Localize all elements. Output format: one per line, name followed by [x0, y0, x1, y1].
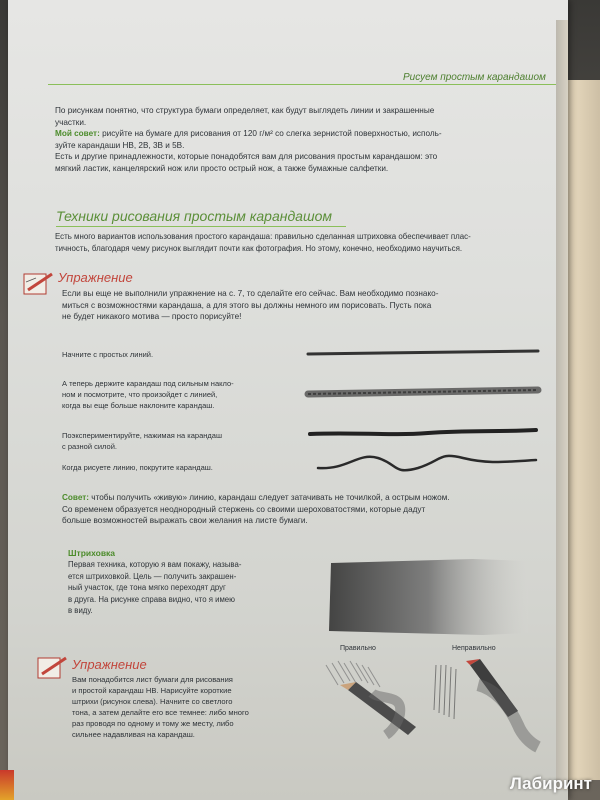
- tip-label: Мой совет:: [55, 129, 100, 138]
- shading-title: Штриховка: [68, 548, 116, 558]
- pencil-line-samples: [298, 340, 558, 480]
- text-line: тона, а затем делайте его все темнее: либо много: [72, 708, 249, 717]
- text-line: Поэкспериментируйте, нажимая на карандаш: [62, 431, 222, 440]
- text-line: Есть и другие принадлежности, которые понадобятся вам для рисования простым карандашом: это: [55, 152, 438, 161]
- text-line: штрихи (рисунок слева). Начните со светлого: [72, 697, 233, 706]
- exercise-title: Упражнение: [58, 270, 133, 285]
- book-page: [8, 0, 568, 800]
- text-line: не будет никакого мотива — просто порисуйте!: [62, 312, 242, 321]
- shading-paragraph: [68, 559, 298, 617]
- text-line: в виду.: [68, 606, 93, 615]
- incorrect-label: Неправильно: [452, 645, 496, 652]
- page-edge: [556, 20, 568, 790]
- pencil-exercise-icon: [22, 268, 60, 298]
- labirint-watermark: Лабиринт: [509, 774, 592, 793]
- running-header: Рисуем простым карандашом: [403, 72, 546, 83]
- text-line: Первая техника, которую я вам покажу, называ-: [68, 560, 242, 569]
- text-line: А теперь держите карандаш под сильным накло-: [62, 379, 234, 388]
- text-line: чтобы получить «живую» линию, карандаш следует затачивать не точилкой, а острым ножом.: [89, 493, 450, 502]
- text-line: Если вы еще не выполнили упражнение на с. 7, то сделайте его сейчас. Вам необходимо познако-: [62, 289, 439, 298]
- text-line: ный участок, где тона мягко переходят друг: [68, 583, 226, 592]
- text-line: и простой карандаш HB. Нарисуйте короткие: [72, 686, 232, 695]
- text-line: рисуйте на бумаге для рисования от 120 г/м² со слегка зернистой поверхностью, исполь-: [99, 129, 442, 138]
- exercise-title: Упражнение: [72, 657, 147, 672]
- text-line: Есть много вариантов использования простого карандаша: правильно сделанная штриховка обеспечивает плас-: [55, 232, 471, 241]
- step-label: [62, 430, 222, 452]
- book-corner: [0, 770, 14, 800]
- text-line: По рисункам понятно, что структура бумаги определяет, как будут выглядеть линии и закрашенные: [55, 106, 435, 115]
- step-label: [62, 378, 234, 411]
- correct-label: Правильно: [340, 645, 376, 652]
- pencil-exercise-icon: [36, 652, 72, 682]
- text-line: Вам понадобится лист бумаги для рисования: [72, 675, 233, 684]
- intro-paragraph: [55, 105, 555, 174]
- section-title: Техники рисования простым карандашом: [56, 208, 332, 224]
- shading-sample-image: [323, 555, 533, 640]
- pencil-grip-illustration: [308, 655, 553, 755]
- step-label: Начните с простых линий.: [62, 350, 154, 359]
- text-line: сильнее надавливая на карандаш.: [72, 730, 195, 739]
- exercise-paragraph: [72, 674, 322, 740]
- section-rule: [56, 226, 346, 227]
- exercise-paragraph: [62, 288, 532, 323]
- text-line: ется штриховкой. Цель — получить закрашен-: [68, 571, 237, 581]
- text-line: в друга. На рисунке справа видно, что я имею: [68, 594, 235, 604]
- text-line: больше возможностей выражать свои желания на листе бумаги.: [62, 516, 308, 525]
- tip-line: [62, 492, 552, 504]
- tip-paragraph: [62, 492, 552, 527]
- text-line: миться с возможностями карандаша, а для этого вы должны немного им порисовать. Пусть пока: [62, 300, 432, 310]
- section-paragraph: [55, 231, 560, 254]
- text-line: мягкий ластик, канцелярский нож или просто острый нож, а также бумажные салфетки.: [55, 163, 389, 173]
- text-line: когда вы еще больше наклоните карандаш.: [62, 401, 215, 410]
- text-line: раз проводя по одному и тому же месту, либо: [72, 719, 234, 728]
- text-line: Со временем образуется неоднородный стержень со своими шероховатостями, которые дадут: [62, 504, 426, 514]
- text-line: тичность, благодаря чему рисунок выглядит почти как фотография. Но этому, конечно, необходимо научиться.: [55, 243, 463, 253]
- tip-line: [55, 128, 555, 140]
- text-line: ном и посмотрите, что произойдет с линией,: [62, 390, 218, 399]
- tip-label: Совет:: [62, 493, 90, 502]
- text-line: зуйте карандаши HB, 2B, 3B и 5B.: [55, 140, 185, 150]
- text-line: с разной силой.: [62, 442, 117, 451]
- text-line: участки.: [55, 117, 87, 127]
- header-rule: [48, 84, 563, 85]
- step-label: Когда рисуете линию, покрутите карандаш.: [62, 463, 213, 472]
